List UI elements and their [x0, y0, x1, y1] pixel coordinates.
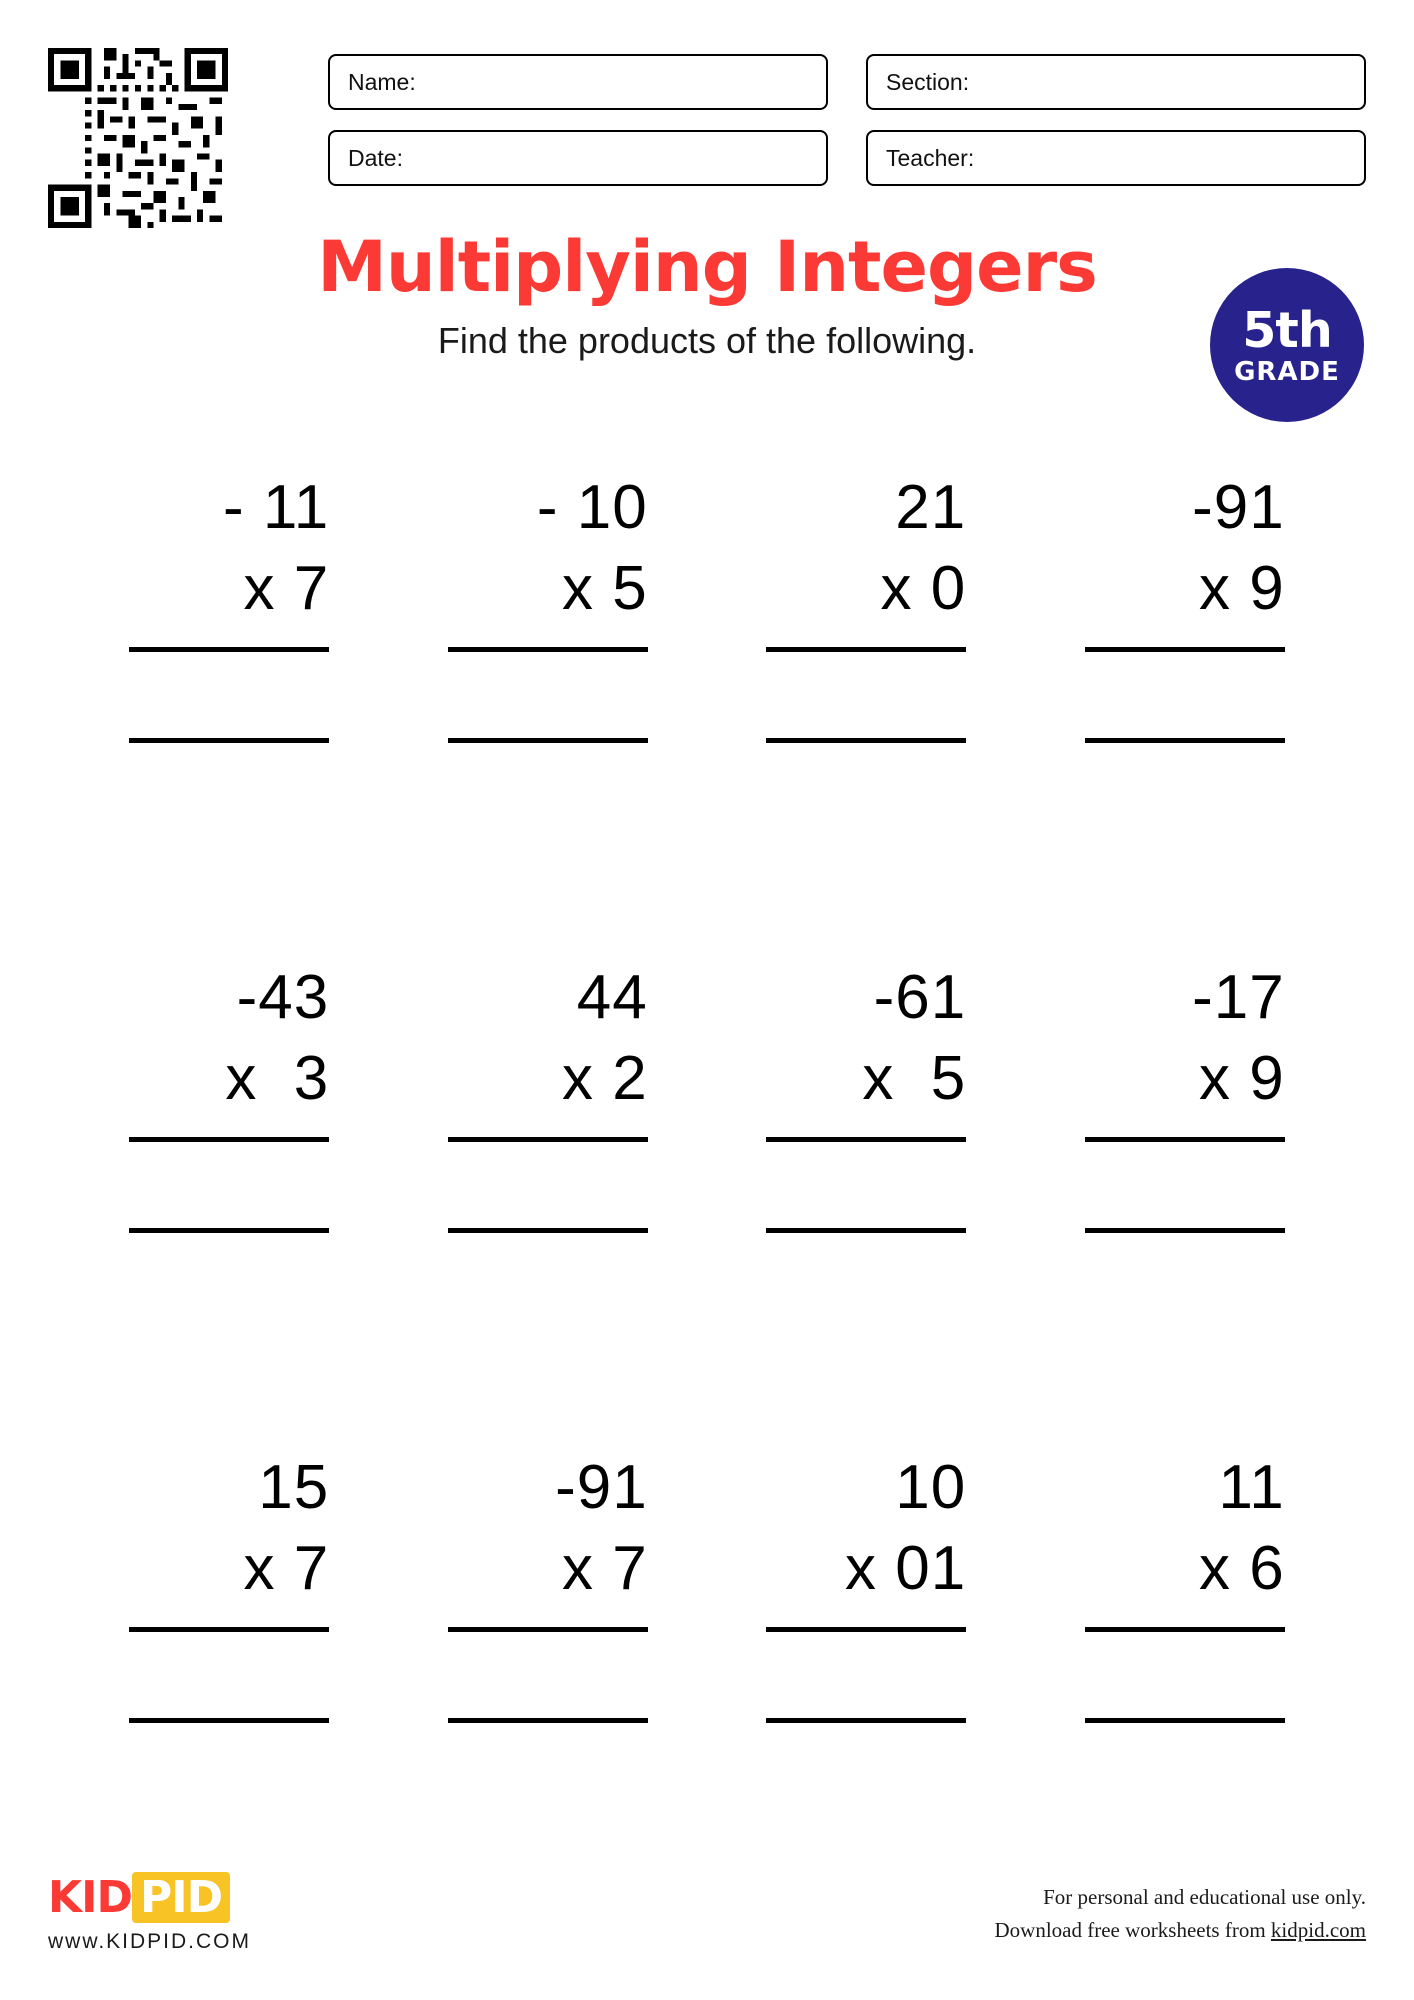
title-block: [0, 226, 1414, 362]
answer-rule-bottom: [1085, 738, 1285, 743]
problem-operand-bottom: x 7: [562, 1534, 648, 1604]
answer-rule-top: [1085, 1137, 1285, 1142]
problem-operand-bottom: x 7: [243, 1534, 330, 1604]
answer-rule-bottom: [766, 1228, 966, 1233]
answer-rule-bottom: [766, 738, 966, 743]
problem-operand-bottom: x 0: [880, 554, 967, 624]
grade-badge: [1210, 268, 1364, 422]
logo-pid-text: PID: [132, 1872, 230, 1923]
answer-rule-bottom: [448, 738, 648, 743]
problem-item: [389, 965, 708, 1455]
answer-rule-top: [129, 1137, 329, 1142]
problem-item: [389, 475, 708, 965]
teacher-field[interactable]: [866, 130, 1366, 186]
problem-item: [707, 1455, 1026, 1945]
kidpid-link[interactable]: kidpid.com: [1270, 1918, 1366, 1943]
answer-rule-bottom: [1085, 1228, 1285, 1233]
problem-operand-bottom: x 3: [225, 1044, 330, 1114]
problem-operand-top: 44: [576, 963, 648, 1032]
page-subtitle: Find the products of the following.: [437, 320, 977, 361]
worksheet-header: [48, 40, 1366, 200]
problem-operand-top: -91: [555, 1453, 648, 1522]
answer-rule-bottom: [448, 1718, 648, 1723]
logo-url-text: www.KIDPID.COM: [48, 1930, 252, 1953]
student-info-fields: [328, 54, 1366, 186]
footer-note-line2: Download free worksheets from: [994, 1918, 1271, 1943]
problem-operand-top: 10: [895, 1453, 967, 1522]
problem-operand-bottom: x 9: [1199, 554, 1285, 624]
answer-rule-top: [766, 1627, 966, 1632]
answer-rule-top: [129, 647, 329, 652]
problem-operand-top: 15: [258, 1453, 330, 1522]
problem-operand-top: 11: [1218, 1453, 1285, 1522]
problem-item: [707, 475, 1026, 965]
problem-operand-bottom: x 01: [845, 1534, 967, 1604]
problem-operand-top: -91: [1192, 473, 1285, 542]
page-title: Multiplying Integers: [317, 226, 1097, 308]
answer-rule-top: [1085, 647, 1285, 652]
problem-operand-top: -17: [1192, 963, 1285, 1032]
problem-operand-bottom: x 5: [562, 554, 648, 624]
answer-rule-top: [448, 1627, 648, 1632]
problem-item: [70, 965, 389, 1455]
answer-rule-top: [766, 1137, 966, 1142]
problem-operand-top: -43: [236, 963, 330, 1032]
answer-rule-top: [766, 647, 966, 652]
problem-item: [1026, 965, 1345, 1455]
answer-rule-top: [448, 647, 648, 652]
problem-operand-bottom: x 2: [562, 1044, 648, 1114]
problem-item: [707, 965, 1026, 1455]
problem-operand-bottom: x 6: [1199, 1534, 1285, 1604]
problem-operand-top: - 11: [223, 473, 330, 542]
problem-operand-top: - 10: [536, 473, 648, 542]
answer-rule-bottom: [129, 738, 329, 743]
problem-operand-top: -61: [873, 963, 967, 1032]
answer-rule-bottom: [129, 1718, 329, 1723]
problem-item: [70, 475, 389, 965]
answer-rule-top: [448, 1137, 648, 1142]
problem-operand-bottom: x 7: [243, 554, 330, 624]
answer-rule-bottom: [1085, 1718, 1285, 1723]
problem-operand-bottom: x 5: [862, 1044, 967, 1114]
answer-rule-bottom: [448, 1228, 648, 1233]
problem-operand-bottom: x 9: [1199, 1044, 1285, 1114]
section-field[interactable]: [866, 54, 1366, 110]
answer-rule-top: [1085, 1627, 1285, 1632]
logo-kid-text: KID: [48, 1872, 132, 1923]
problem-item: [1026, 1455, 1345, 1945]
kidpid-logo: [48, 1872, 252, 1954]
answer-rule-bottom: [129, 1228, 329, 1233]
teacher-field-label: Teacher:: [886, 144, 975, 171]
problems-grid: [70, 475, 1344, 1945]
problem-operand-top: 21: [895, 473, 967, 542]
problem-item: [1026, 475, 1345, 965]
date-field-label: Date:: [348, 144, 403, 171]
qr-code-icon: [48, 48, 228, 228]
grade-badge-label: GRADE: [1234, 356, 1340, 387]
section-field-label: Section:: [886, 68, 970, 95]
date-field[interactable]: [328, 130, 828, 186]
problem-item: [389, 1455, 708, 1945]
name-field[interactable]: [328, 54, 828, 110]
footer-note: [995, 1881, 1367, 1948]
footer-note-line1: For personal and educational use only.: [1043, 1884, 1366, 1909]
answer-rule-top: [129, 1627, 329, 1632]
name-field-label: Name:: [348, 68, 416, 95]
grade-badge-number: 5th: [1242, 301, 1332, 359]
answer-rule-bottom: [766, 1718, 966, 1723]
